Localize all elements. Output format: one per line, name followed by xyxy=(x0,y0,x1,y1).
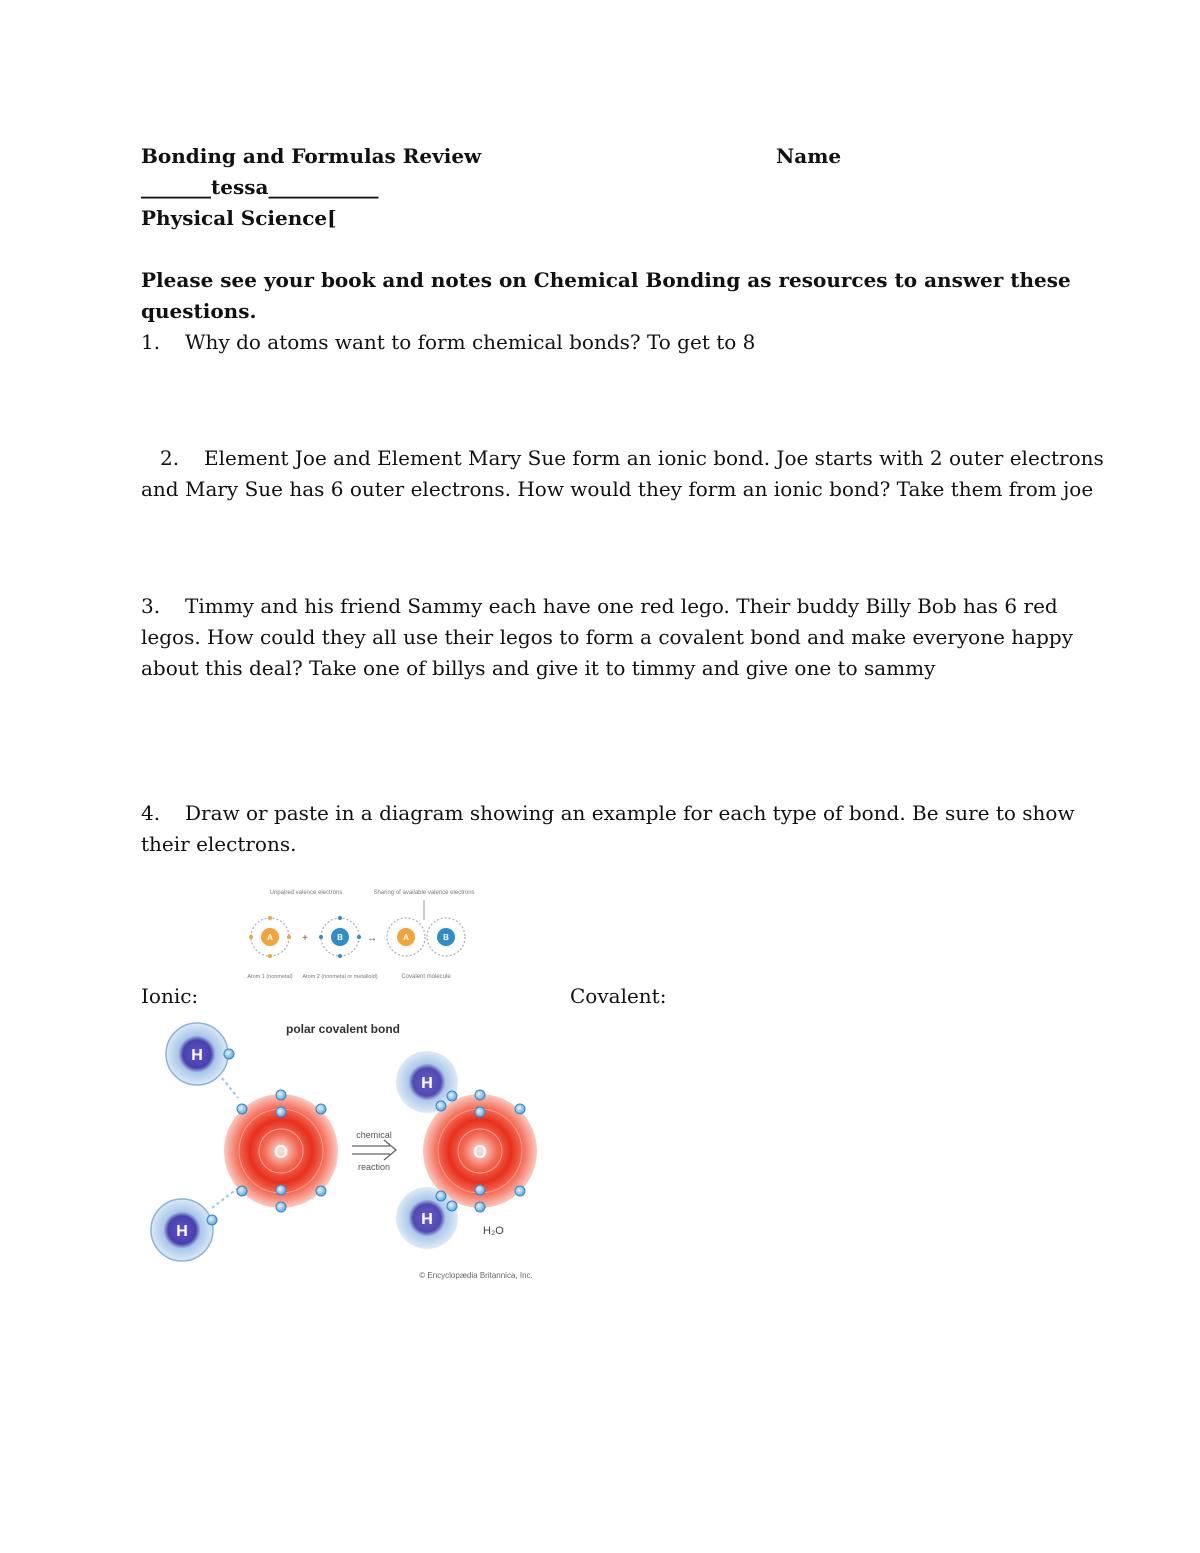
instructions-line-1: Please see your book and notes on Chemical Bonding as resources to answer these xyxy=(141,268,1071,292)
electron xyxy=(475,1107,485,1117)
electron xyxy=(268,954,272,958)
covalent-label: Covalent: xyxy=(570,984,667,1008)
hydrogen-label: H xyxy=(176,1223,188,1240)
question-4 xyxy=(141,798,1075,829)
covalent-molecule-diagram xyxy=(244,884,480,1004)
reaction-arrow: → xyxy=(366,932,378,944)
electron xyxy=(237,1186,247,1196)
hydrogen-label: H xyxy=(191,1047,203,1064)
electron xyxy=(436,1101,446,1111)
attraction-arrow-top xyxy=(222,1078,238,1098)
molecule-b-label: B xyxy=(443,933,449,942)
electron xyxy=(287,935,291,939)
attraction-arrow-bottom xyxy=(212,1188,238,1208)
question-number: 2. xyxy=(160,446,180,470)
molecule-a-label: A xyxy=(403,933,409,942)
question-text: Element Joe and Element Mary Sue form an ionic bond. Joe starts with 2 outer electrons xyxy=(204,446,1104,470)
electron xyxy=(515,1186,525,1196)
electron xyxy=(515,1104,525,1114)
electron xyxy=(249,935,253,939)
caption-unpaired: Unpaired valence electrons xyxy=(269,890,343,896)
oxygen-label: O xyxy=(472,1142,488,1162)
electron xyxy=(447,1091,457,1101)
electron xyxy=(237,1104,247,1114)
question-text: Why do atoms want to form chemical bonds? To get to 8 xyxy=(185,330,756,354)
water-formula: H₂O xyxy=(483,1225,504,1237)
question-4-line-2: their electrons. xyxy=(141,832,297,856)
electron xyxy=(319,935,323,939)
arrow-label-bottom: reaction xyxy=(357,1162,391,1172)
student-name: _______tessa___________ xyxy=(141,175,379,199)
label-atom-1: Atom 1 (nonmetal) xyxy=(247,974,293,980)
electron xyxy=(357,935,361,939)
question-text: Timmy and his friend Sammy each have one red lego. Their buddy Billy Bob has 6 red xyxy=(185,594,1058,618)
question-number: 1. xyxy=(141,330,161,354)
electron xyxy=(207,1215,217,1225)
label-atom-2: Atom 2 (nonmetal or metalloid) xyxy=(302,974,378,980)
caption-sharing: Sharing of available valence electrons xyxy=(373,890,475,896)
electron xyxy=(224,1049,234,1059)
diagram-title: polar covalent bond xyxy=(285,1022,401,1036)
image-credit: © Encyclopædia Britannica, Inc. xyxy=(419,1271,533,1280)
electron xyxy=(316,1186,326,1196)
ionic-label: Ionic: xyxy=(141,984,199,1008)
question-3 xyxy=(141,591,1058,622)
hydrogen-label: H xyxy=(421,1075,433,1092)
instructions-line-2: questions. xyxy=(141,299,257,323)
electron xyxy=(316,1104,326,1114)
arrow-label-top: chemical xyxy=(356,1130,392,1140)
question-number: 4. xyxy=(141,801,161,825)
plus-sign: + xyxy=(302,933,308,944)
electron xyxy=(475,1185,485,1195)
reaction-double-arrow xyxy=(352,1140,396,1160)
electron xyxy=(475,1090,485,1100)
label-molecule: Covalent molecule xyxy=(401,974,451,980)
question-number: 3. xyxy=(141,594,161,618)
electron xyxy=(276,1090,286,1100)
class-name: Physical Science[ xyxy=(141,206,337,230)
electron xyxy=(276,1107,286,1117)
name-label: Name xyxy=(776,144,842,168)
polar-covalent-diagram xyxy=(140,1012,560,1284)
oxygen-label: O xyxy=(273,1142,289,1162)
question-2-line-2: and Mary Sue has 6 outer electrons. How would they form an ionic bond? Take them from joe xyxy=(141,477,1094,501)
electron xyxy=(447,1201,457,1211)
question-3-line-3: about this deal? Take one of billys and give it to timmy and give one to sammy xyxy=(141,656,936,680)
question-2 xyxy=(160,443,1104,474)
electron xyxy=(338,916,342,920)
electron xyxy=(338,954,342,958)
question-text: Draw or paste in a diagram showing an example for each type of bond. Be sure to show xyxy=(185,801,1075,825)
atom-a-label: A xyxy=(267,933,273,942)
electron xyxy=(436,1191,446,1201)
question-1 xyxy=(141,327,755,358)
electron xyxy=(276,1202,286,1212)
worksheet-title: Bonding and Formulas Review xyxy=(141,144,482,168)
electron xyxy=(268,916,272,920)
electron xyxy=(475,1202,485,1212)
atom-b-label: B xyxy=(337,933,343,942)
electron xyxy=(276,1185,286,1195)
question-3-line-2: legos. How could they all use their legos to form a covalent bond and make everyone happy xyxy=(141,625,1074,649)
hydrogen-label: H xyxy=(421,1211,433,1228)
